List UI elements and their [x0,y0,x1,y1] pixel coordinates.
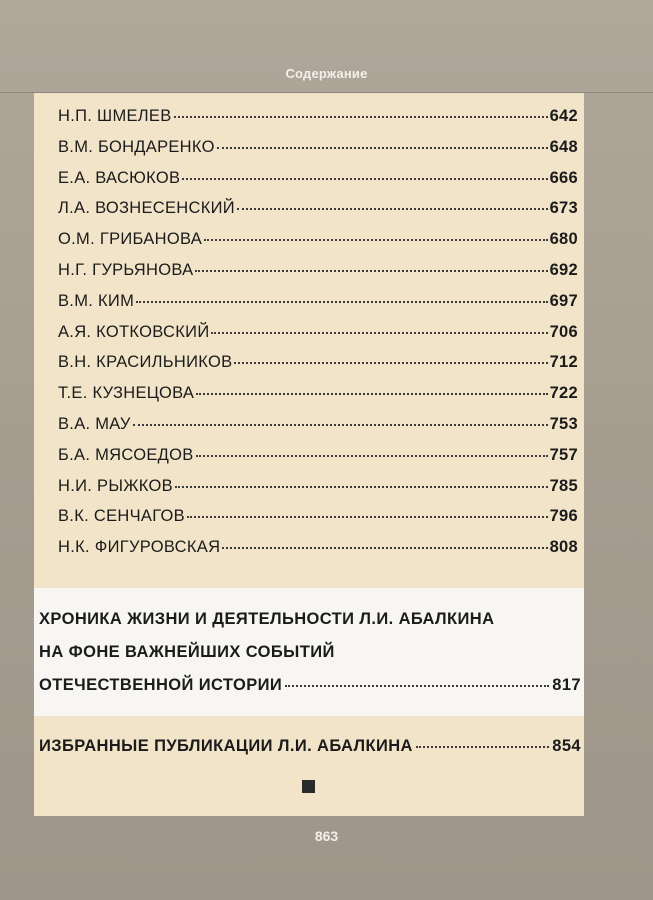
toc-entry-author: Н.Г. ГУРЬЯНОВА [58,261,194,279]
dot-leader [234,362,547,364]
toc-entry[interactable] [58,261,578,285]
toc-entry[interactable] [58,477,578,501]
toc-entry-author: В.М. КИМ [58,291,135,310]
toc-entry-page: 808 [549,538,578,557]
dot-leader [175,486,548,488]
dot-leader [211,332,547,334]
dot-leader [195,270,547,272]
toc-entry[interactable] [58,353,578,377]
toc-entry-author: В.К. СЕНЧАГОВ [58,507,185,526]
toc-entry[interactable] [58,446,578,470]
toc-entry-page: 753 [549,415,578,433]
toc-entry-author: В.А. МАУ [58,415,131,433]
dot-leader [174,116,548,118]
toc-entry-author: Н.К. ФИГУРОВСКАЯ [58,538,221,557]
toc-entry-author: Н.И. РЫЖКОВ [58,476,173,495]
toc-entry[interactable] [58,507,578,531]
toc-entry-page: 757 [549,445,578,464]
dot-leader [237,208,548,210]
publications-title: ИЗБРАННЫЕ ПУБЛИКАЦИИ Л.И. АБАЛКИНА [39,737,413,755]
dot-leader [204,239,548,241]
toc-entry-page: 642 [549,107,578,125]
toc-entry-page: 666 [549,168,578,187]
dot-leader [182,178,547,180]
page-number: 863 [314,828,339,844]
dot-leader [285,685,549,687]
toc-entry-page: 712 [549,353,578,372]
toc-entry-author: В.Н. КРАСИЛЬНИКОВ [58,353,233,372]
publications-panel [34,716,584,816]
chronicle-page: 817 [552,676,581,694]
toc-entry[interactable] [58,415,578,439]
toc-entry[interactable] [58,384,578,408]
chronicle-entry-row[interactable] [39,676,581,695]
end-square-mark [302,780,315,793]
toc-entry[interactable] [58,107,578,131]
dot-leader [217,147,548,149]
toc-entry-page: 680 [549,230,578,249]
toc-entry-page: 692 [549,261,578,279]
dot-leader [222,547,547,549]
dot-leader [196,455,548,457]
toc-entry-author: Н.П. ШМЕЛЕВ [58,107,172,125]
publications-page: 854 [552,737,581,755]
dot-leader [187,516,548,518]
toc-entry[interactable] [58,169,578,193]
toc-entry[interactable] [58,538,578,562]
toc-entry[interactable] [58,199,578,223]
dot-leader [196,393,547,395]
publications-entry-row[interactable] [39,737,581,756]
toc-entry-author: В.М. БОНДАРЕНКО [58,137,215,156]
toc-entry[interactable] [58,323,578,347]
dot-leader [136,301,547,303]
chronicle-title-line2[interactable]: НА ФОНЕ ВАЖНЕЙШИХ СОБЫТИЙ [39,643,335,661]
toc-entry-page: 796 [549,507,578,526]
toc-entry-author: А.Я. КОТКОВСКИЙ [58,322,210,341]
toc-entry-author: Т.Е. КУЗНЕЦОВА [58,384,195,403]
toc-entry[interactable] [58,292,578,316]
toc-entry-page: 706 [549,322,578,341]
running-header: Содержание [285,66,368,81]
dot-leader [416,746,549,748]
toc-entry-author: Б.А. МЯСОЕДОВ [58,445,194,464]
chronicle-title-line3: ОТЕЧЕСТВЕННОЙ ИСТОРИИ [39,676,283,694]
toc-entry-author: О.М. ГРИБАНОВА [58,230,203,249]
toc-entry-page: 785 [549,476,578,495]
chronicle-title-line1[interactable]: ХРОНИКА ЖИЗНИ И ДЕЯТЕЛЬНОСТИ Л.И. АБАЛКИНА [39,610,495,628]
toc-entry[interactable] [58,138,578,162]
toc-entry-page: 673 [549,199,578,218]
toc-entry[interactable] [58,230,578,254]
toc-entry-author: Л.А. ВОЗНЕСЕНСКИЙ [58,199,235,218]
dot-leader [133,424,548,426]
toc-entry-page: 648 [549,137,578,156]
toc-entry-page: 722 [549,384,578,403]
toc-entry-author: Е.А. ВАСЮКОВ [58,168,181,187]
toc-entry-page: 697 [549,291,578,310]
